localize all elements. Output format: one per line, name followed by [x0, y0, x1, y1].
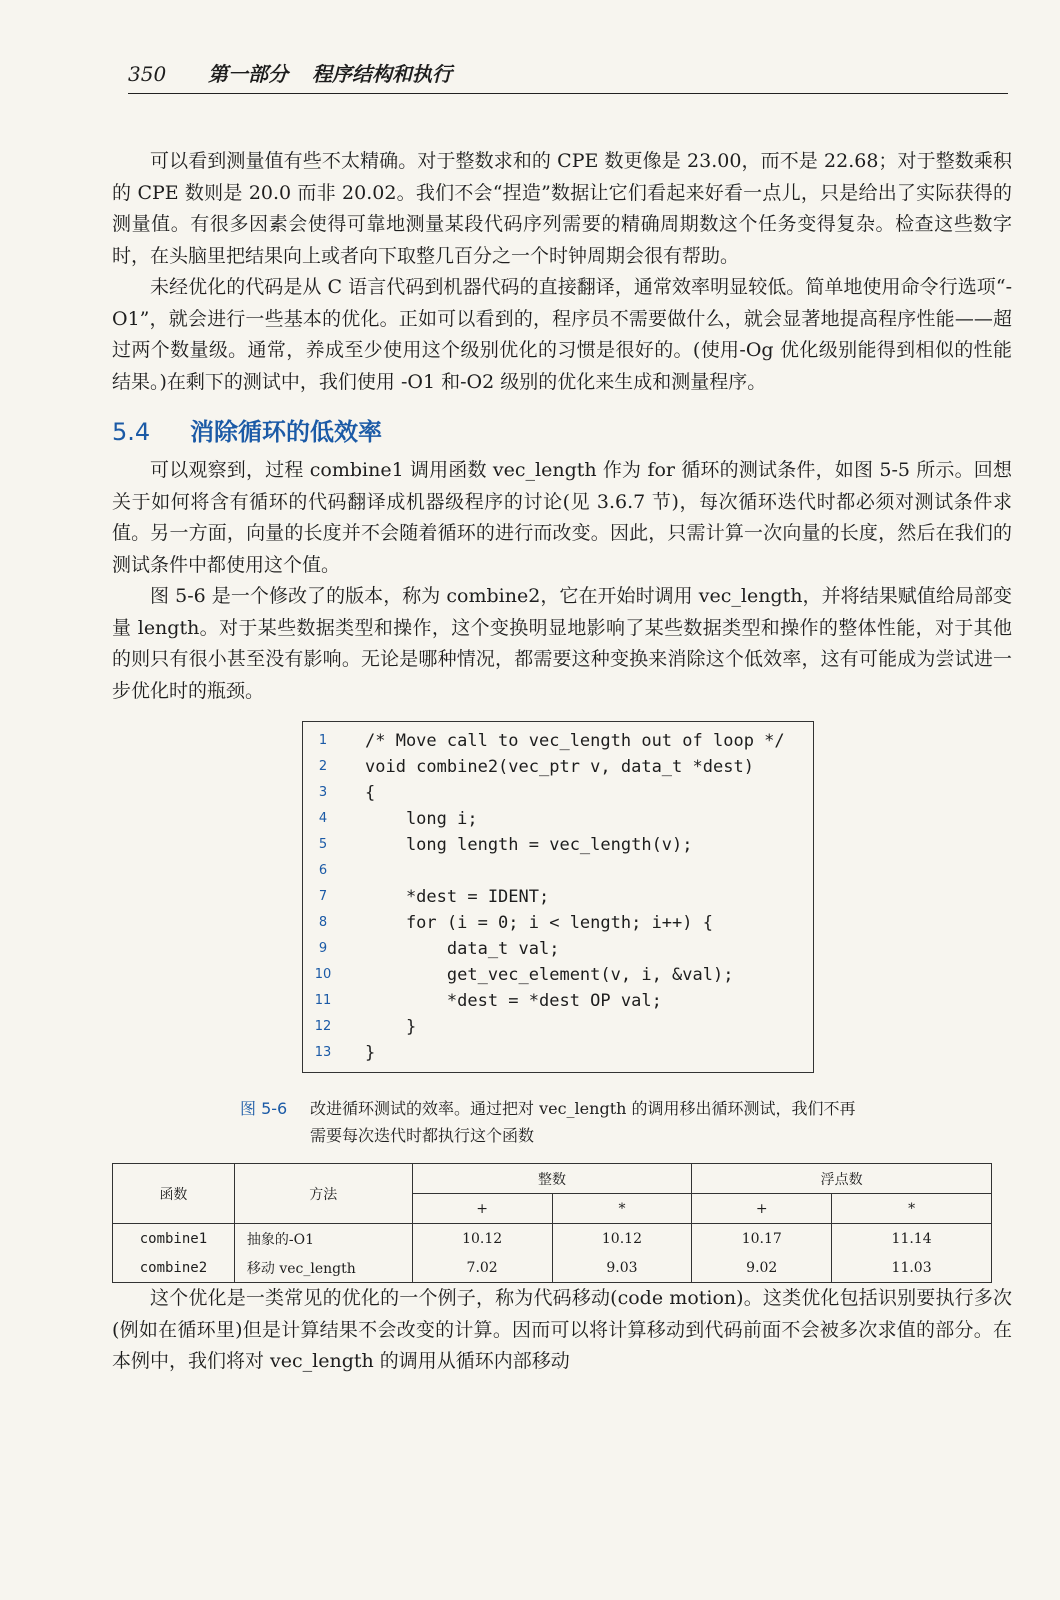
code-line — [303, 754, 813, 780]
section-title: 消除循环的低效率 — [190, 418, 382, 446]
header-op: * — [832, 1194, 992, 1224]
line-number: 4 — [318, 811, 328, 826]
figure-caption — [240, 1095, 1012, 1149]
header-op: + — [412, 1194, 552, 1224]
code-line — [303, 910, 813, 936]
code-line — [303, 780, 813, 806]
row-method: 移动 vec_length — [234, 1253, 412, 1283]
line-number: 12 — [314, 1019, 332, 1034]
code-listing — [302, 721, 814, 1073]
line-number: 7 — [318, 889, 328, 904]
row-value: 11.14 — [832, 1224, 992, 1254]
paragraph-2: 未经优化的代码是从 C 语言代码到机器代码的直接翻译，通常效率明显较低。简单地使用命令行选项“-O1”，就会进行一些基本的优化。正如可以看到的，程序员不需要做什么，就会显著地提高程序性能——超过两个数量级。通常，养成至少使用这个级别优化的习惯是很好的。(使用-Og 优化级别能得到相似的性能结果。)在剩下的测试中，我们使用 -O1 和-O2 级别的优化来生成和测量程序。 — [112, 276, 1012, 393]
code-text: long length = vec_length(v); — [365, 835, 693, 855]
code-text: for (i = 0; i < length; i++) { — [365, 913, 713, 933]
part-title: 程序结构和执行 — [312, 62, 452, 86]
line-number: 5 — [318, 837, 328, 852]
code-line — [303, 832, 813, 858]
line-number: 2 — [318, 759, 328, 774]
code-line — [303, 1014, 813, 1040]
header-float: 浮点数 — [692, 1164, 992, 1194]
code-line — [303, 806, 813, 832]
row-value: 10.12 — [412, 1224, 552, 1254]
line-number: 3 — [318, 785, 328, 800]
code-line — [303, 988, 813, 1014]
page-number: 350 — [128, 62, 167, 86]
table-row — [113, 1253, 992, 1283]
part-label: 第一部分 — [208, 62, 288, 86]
line-number: 10 — [314, 967, 332, 982]
code-line — [303, 728, 813, 754]
row-value: 9.02 — [692, 1253, 832, 1283]
figure-label: 图 5-6 — [240, 1099, 288, 1118]
row-function: combine1 — [113, 1224, 235, 1254]
code-text: /* Move call to vec_length out of loop */ — [365, 731, 785, 751]
header-op: + — [692, 1194, 832, 1224]
paragraph-1: 可以看到测量值有些不太精确。对于整数求和的 CPE 数更像是 23.00，而不是 22.68；对于整数乘积的 CPE 数则是 20.0 而非 20.02。我们不会“捏造”数据让它们看起来好看一点儿，只是给出了实际获得的测量值。有很多因素会使得可靠地测量某段代码序列需要的精确周期数这个任务变得复杂。检查这些数字时，在头脑里把结果向上或者向下取整几百分之一个时钟周期会很有帮助。 — [112, 150, 1012, 267]
code-line — [303, 858, 813, 884]
line-number: 9 — [318, 941, 328, 956]
cpe-table — [112, 1163, 992, 1283]
line-number: 1 — [318, 733, 328, 748]
table-row — [113, 1224, 992, 1254]
code-text: } — [365, 1043, 376, 1063]
line-number: 8 — [318, 915, 328, 930]
header-method: 方法 — [234, 1164, 412, 1224]
code-text: } — [365, 1017, 417, 1037]
code-line — [303, 962, 813, 988]
header-op: * — [552, 1194, 692, 1224]
page-content — [112, 146, 1012, 1378]
line-number: 11 — [314, 993, 332, 1008]
section-heading — [112, 412, 1012, 447]
line-number: 6 — [318, 863, 328, 878]
header-integer: 整数 — [412, 1164, 692, 1194]
paragraph-3: 可以观察到，过程 combine1 调用函数 vec_length 作为 for 循环的测试条件，如图 5-5 所示。回想关于如何将含有循环的代码翻译成机器级程序的讨论(见 3.6.7 节)，每次循环迭代时都必须对测试条件求值。另一方面，向量的长度并不会随着循环的进行而改变。因此，只需计算一次向量的长度，然后在我们的测试条件中都使用这个值。 — [112, 459, 1012, 576]
code-line — [303, 936, 813, 962]
code-text: *dest = IDENT; — [365, 887, 550, 907]
line-number: 13 — [314, 1045, 332, 1060]
code-text: get_vec_element(v, i, &val); — [365, 965, 734, 985]
code-text: long i; — [365, 809, 478, 829]
row-value: 7.02 — [412, 1253, 552, 1283]
paragraph-4: 图 5-6 是一个修改了的版本，称为 combine2，它在开始时调用 vec_length，并将结果赋值给局部变量 length。对于某些数据类型和操作，这个变换明显地影响了某些数据类型和操作的整体性能，对于其他的则只有很小甚至没有影响。无论是哪种情况，都需要这种变换来消除这个低效率，这有可能成为尝试进一步优化时的瓶颈。 — [112, 585, 1012, 702]
row-value: 10.12 — [552, 1224, 692, 1254]
code-text: void combine2(vec_ptr v, data_t *dest) — [365, 757, 754, 777]
row-value: 11.03 — [832, 1253, 992, 1283]
row-value: 9.03 — [552, 1253, 692, 1283]
row-function: combine2 — [113, 1253, 235, 1283]
code-text — [343, 858, 365, 884]
paragraph-5: 这个优化是一类常见的优化的一个例子，称为代码移动(code motion)。这类优化包括识别要执行多次(例如在循环里)但是计算结果不会改变的计算。因而可以将计算移动到代码前面不会被多次求值的部分。在本例中，我们将对 vec_length 的调用从循环内部移动 — [112, 1287, 1012, 1372]
code-line — [303, 1040, 813, 1066]
code-text: *dest = *dest OP val; — [365, 991, 662, 1011]
section-number: 5.4 — [112, 418, 151, 446]
code-text: { — [365, 783, 376, 803]
row-method: 抽象的-O1 — [234, 1224, 412, 1254]
code-text: data_t val; — [365, 939, 560, 959]
caption-text: 改进循环测试的效率。通过把对 vec_length 的调用移出循环测试，我们不再需要每次迭代时都执行这个函数 — [310, 1099, 856, 1145]
header-function: 函数 — [113, 1164, 235, 1224]
row-value: 10.17 — [692, 1224, 832, 1254]
code-line — [303, 884, 813, 910]
page-header — [128, 58, 1008, 94]
